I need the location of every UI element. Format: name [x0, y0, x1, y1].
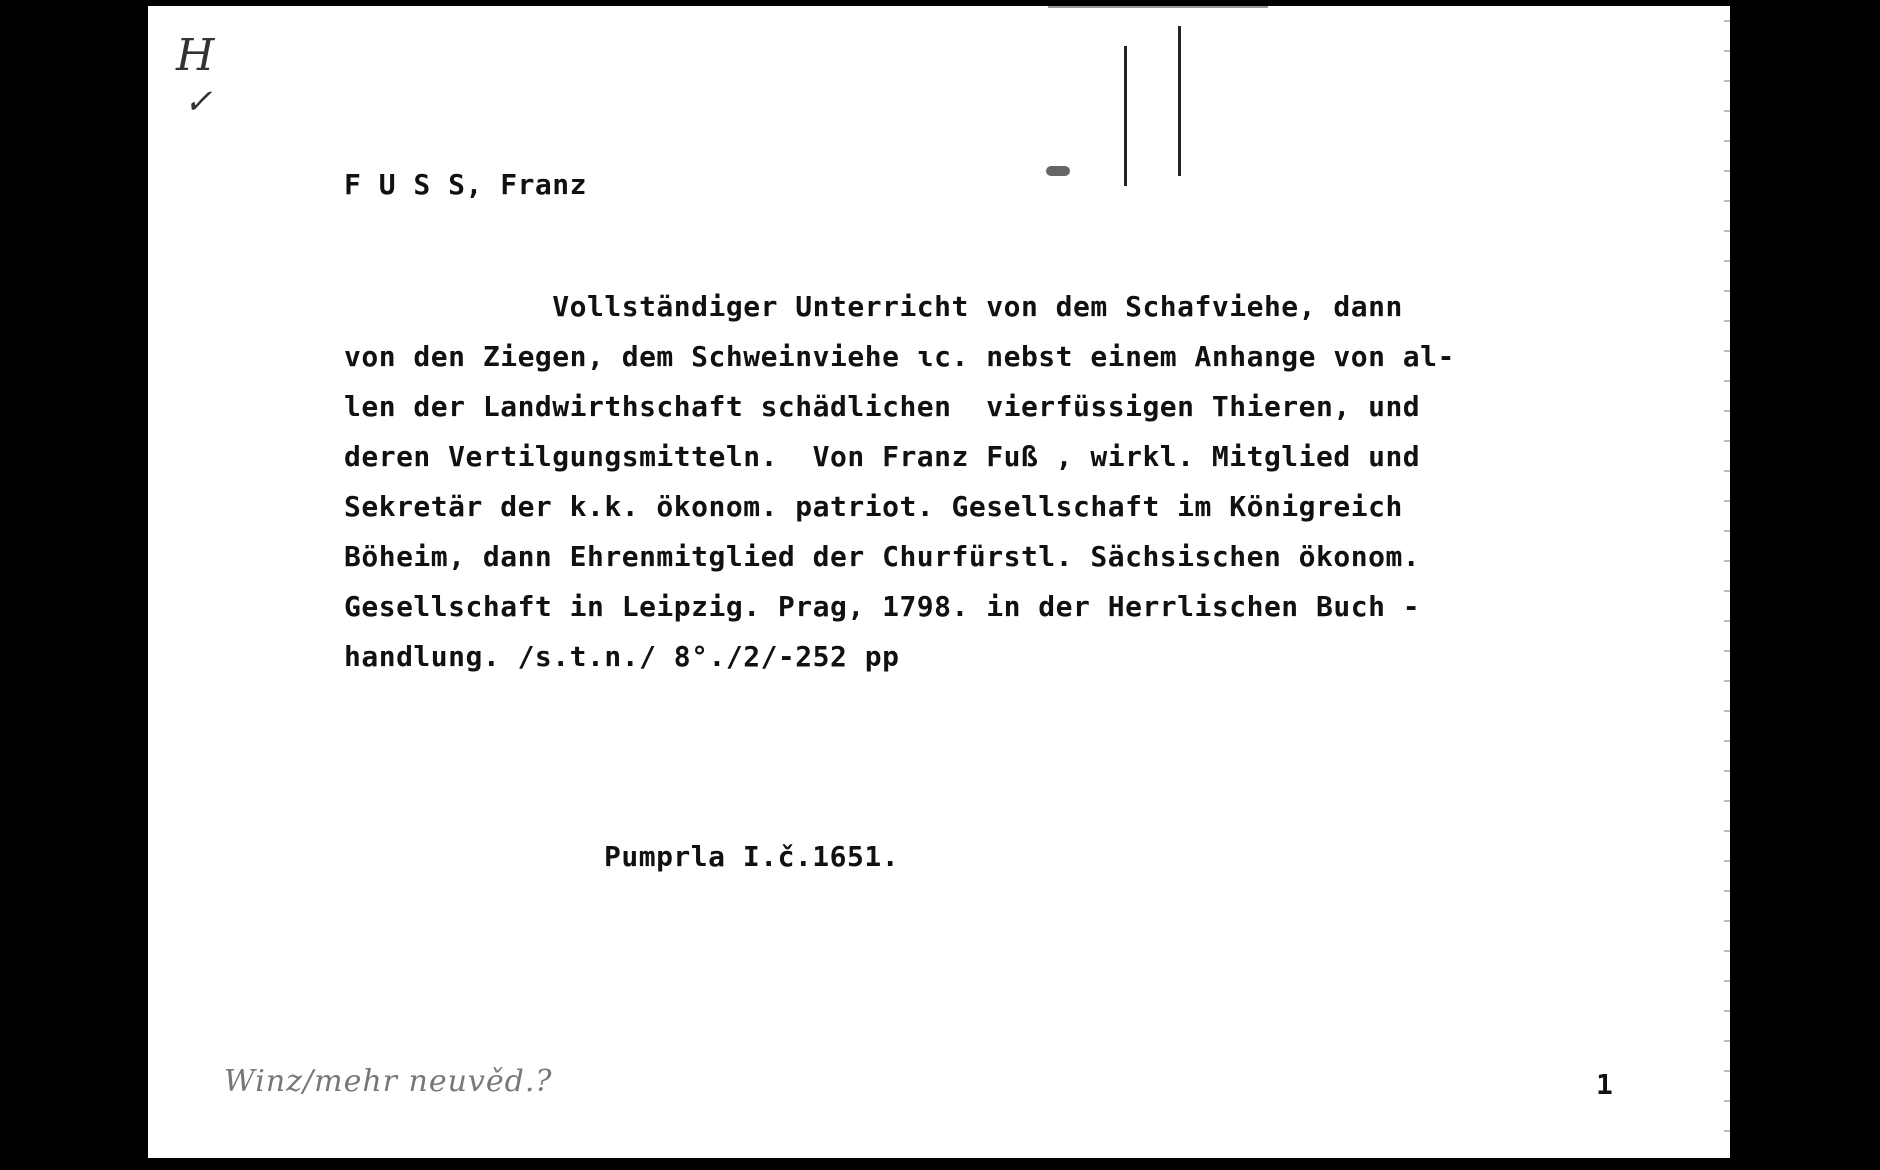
- description-line: von den Ziegen, dem Schweinviehe ɩc. nebst einem Anhange von al-: [344, 340, 1455, 373]
- description-line: handlung. /s.t.n./ 8°./2/-252 pp: [344, 640, 900, 673]
- handwritten-note: Winz/mehr neuvěd.?: [224, 1064, 553, 1099]
- description-line: Gesellschaft in Leipzig. Prag, 1798. in der Herrlischen Buch -: [344, 590, 1421, 623]
- bibliographic-description: [344, 282, 1674, 682]
- scan-mark: [1178, 26, 1181, 176]
- description-line: Böheim, dann Ehrenmitglied der Churfürstl. Sächsischen ökonom.: [344, 540, 1421, 573]
- description-line: deren Vertilgungsmitteln. Von Franz Fuß , wirkl. Mitglied und: [344, 440, 1421, 473]
- catalog-card: [148, 6, 1730, 1158]
- author-heading: F U S S, Franz: [344, 168, 588, 201]
- card-number: 1: [1596, 1068, 1614, 1101]
- scan-mark: [1046, 166, 1070, 176]
- scan-mark: [1048, 6, 1268, 8]
- scan-mark: [1124, 46, 1127, 186]
- description-line: len der Landwirthschaft schädlichen vierfüssigen Thieren, und: [344, 390, 1421, 423]
- description-line: Vollständiger Unterricht von dem Schafviehe, dann: [344, 290, 1403, 323]
- handwritten-letter: H: [176, 30, 215, 81]
- description-line: Sekretär der k.k. ökonom. patriot. Gesellschaft im Königreich: [344, 490, 1403, 523]
- reference-number: Pumprla I.č.1651.: [604, 840, 900, 873]
- card-edge: [1724, 6, 1730, 1158]
- handwritten-check-mark: ✓: [184, 82, 213, 122]
